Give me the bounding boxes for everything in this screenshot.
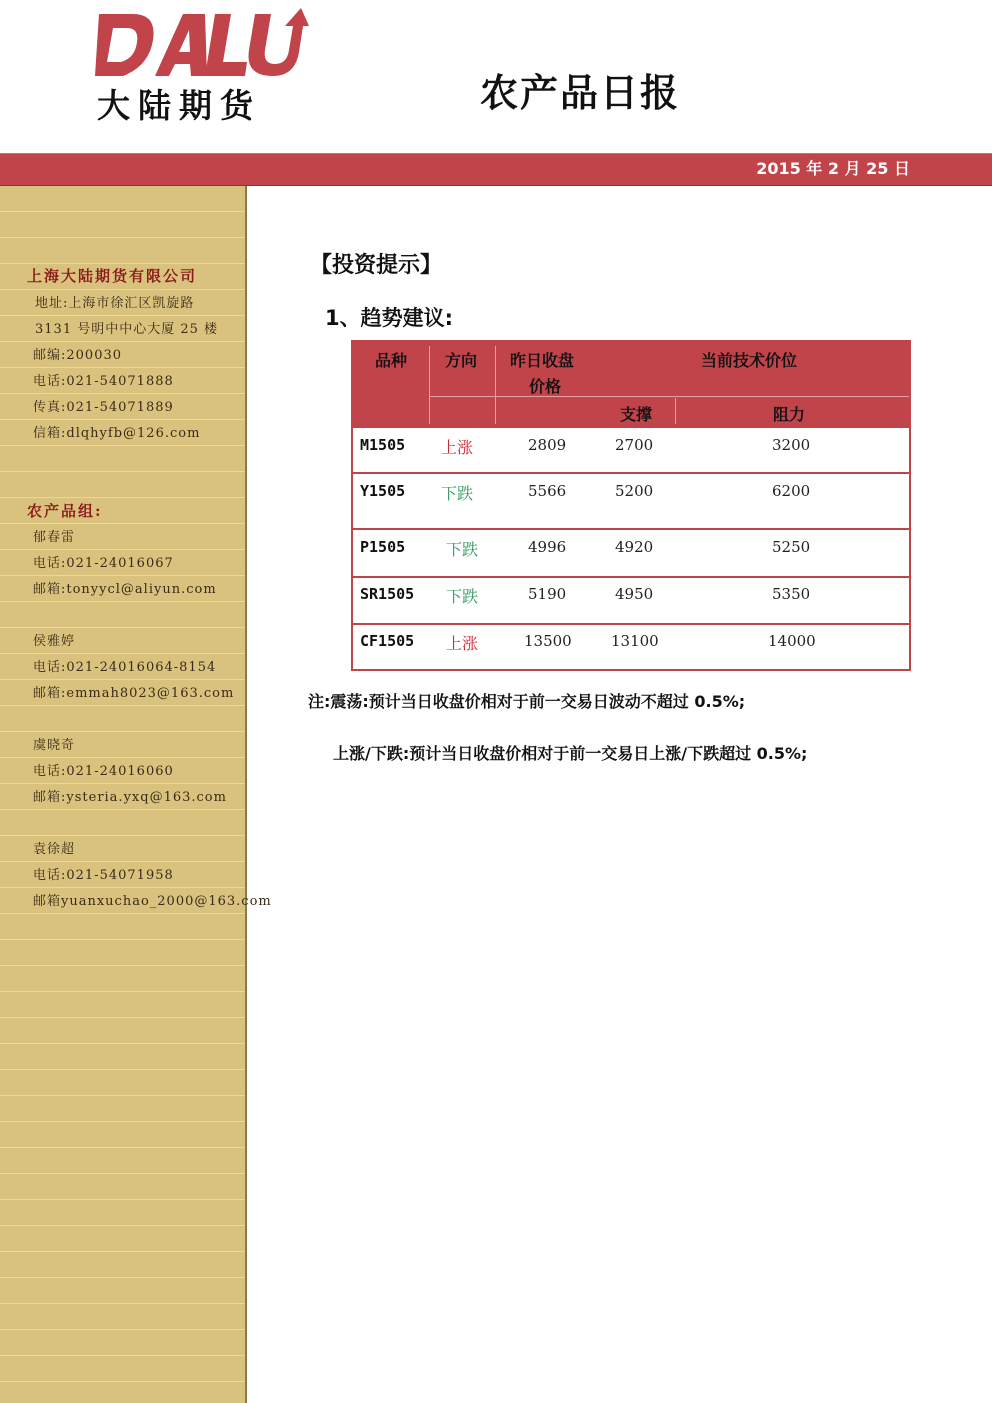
phone: 电话:021-54071888 [33, 374, 174, 389]
cell-code: SR1505 [360, 585, 415, 603]
cell-code: P1505 [360, 538, 406, 556]
cell-prev-close: 4996 [528, 538, 567, 556]
header-variety: 品种 [375, 351, 408, 370]
cell-code: CF1505 [360, 632, 415, 650]
sidebar [0, 186, 272, 1403]
table-header [353, 342, 909, 428]
contact-email: 邮箱:tonyycl@aliyun.com [33, 582, 217, 597]
note-up-down: 上涨/下跌:预计当日收盘价相对于前一交易日上涨/下跌超过 0.5%; [333, 744, 808, 763]
contact-email: 邮箱:emmah8023@163.com [33, 686, 235, 701]
address-line-1: 地址:上海市徐汇区凯旋路 [35, 296, 195, 311]
logo-subtitle: 大陆期货 [97, 86, 261, 125]
cell-code: Y1505 [360, 482, 406, 500]
cell-prev-close: 5190 [528, 585, 567, 603]
email: 信箱:dlqhyfb@126.com [33, 426, 201, 441]
contact-name: 袁徐超 [33, 842, 76, 857]
header-prev-close-2: 价格 [529, 377, 562, 396]
cell-direction: 上涨 [441, 438, 474, 457]
contact-name: 虞晓奇 [33, 738, 76, 753]
cell-resistance: 5250 [772, 538, 811, 556]
cell-prev-close: 13500 [524, 632, 572, 650]
postcode: 邮编:200030 [33, 348, 123, 363]
table-row [353, 625, 909, 669]
cell-support: 4950 [615, 585, 654, 603]
contact-email: 邮箱:ysteria.yxq@163.com [33, 790, 227, 805]
table-row [353, 428, 909, 474]
report-title: 农产品日报 [480, 71, 681, 115]
cell-support: 13100 [611, 632, 659, 650]
cell-direction: 下跌 [446, 540, 479, 559]
table-row [353, 578, 909, 625]
contact-phone: 电话:021-24016060 [33, 764, 174, 779]
header-tech-levels: 当前技术价位 [701, 351, 798, 370]
cell-prev-close: 2809 [528, 436, 567, 454]
cell-prev-close: 5566 [528, 482, 567, 500]
address-line-2: 3131 号明中中心大厦 25 楼 [35, 322, 219, 337]
contact-name: 侯雅婷 [33, 634, 76, 649]
cell-direction: 下跌 [446, 587, 479, 606]
fax: 传真:021-54071889 [33, 400, 174, 415]
cell-support: 4920 [615, 538, 654, 556]
contact-name: 郁春雷 [33, 530, 76, 545]
header-support: 支撑 [620, 405, 653, 424]
trend-table [351, 340, 911, 671]
contact-phone: 电话:021-24016067 [33, 556, 174, 571]
cell-code: M1505 [360, 436, 406, 454]
contact-email: 邮箱yuanxuchao_2000@163.com [33, 894, 272, 909]
table-row [353, 530, 909, 578]
cell-direction: 下跌 [441, 484, 474, 503]
contact-phone: 电话:021-54071958 [33, 868, 174, 883]
cell-resistance: 6200 [772, 482, 811, 500]
sub-title: 1、趋势建议: [325, 306, 454, 330]
cell-direction: 上涨 [446, 634, 479, 653]
header-divider [495, 346, 496, 424]
header-resistance: 阻力 [773, 405, 806, 424]
cell-resistance: 5350 [772, 585, 811, 603]
group-title: 农产品组: [27, 502, 103, 520]
cell-support: 5200 [615, 482, 654, 500]
cell-resistance: 14000 [768, 632, 816, 650]
cell-resistance: 3200 [772, 436, 811, 454]
header-divider [675, 398, 676, 424]
report-date: 2015 年 2 月 25 日 [756, 159, 910, 178]
cell-support: 2700 [615, 436, 654, 454]
section-title: 【投资提示】 [310, 253, 443, 278]
company-name: 上海大陆期货有限公司 [27, 267, 198, 285]
table-row [353, 474, 909, 530]
header-rule [429, 396, 909, 397]
header-prev-close: 昨日收盘 [510, 351, 575, 370]
note-volatile: 注:震荡:预计当日收盘价相对于前一交易日波动不超过 0.5%; [308, 692, 746, 711]
header-direction: 方向 [445, 351, 478, 370]
header-divider [429, 346, 430, 424]
contact-phone: 电话:021-24016064-8154 [33, 660, 217, 675]
